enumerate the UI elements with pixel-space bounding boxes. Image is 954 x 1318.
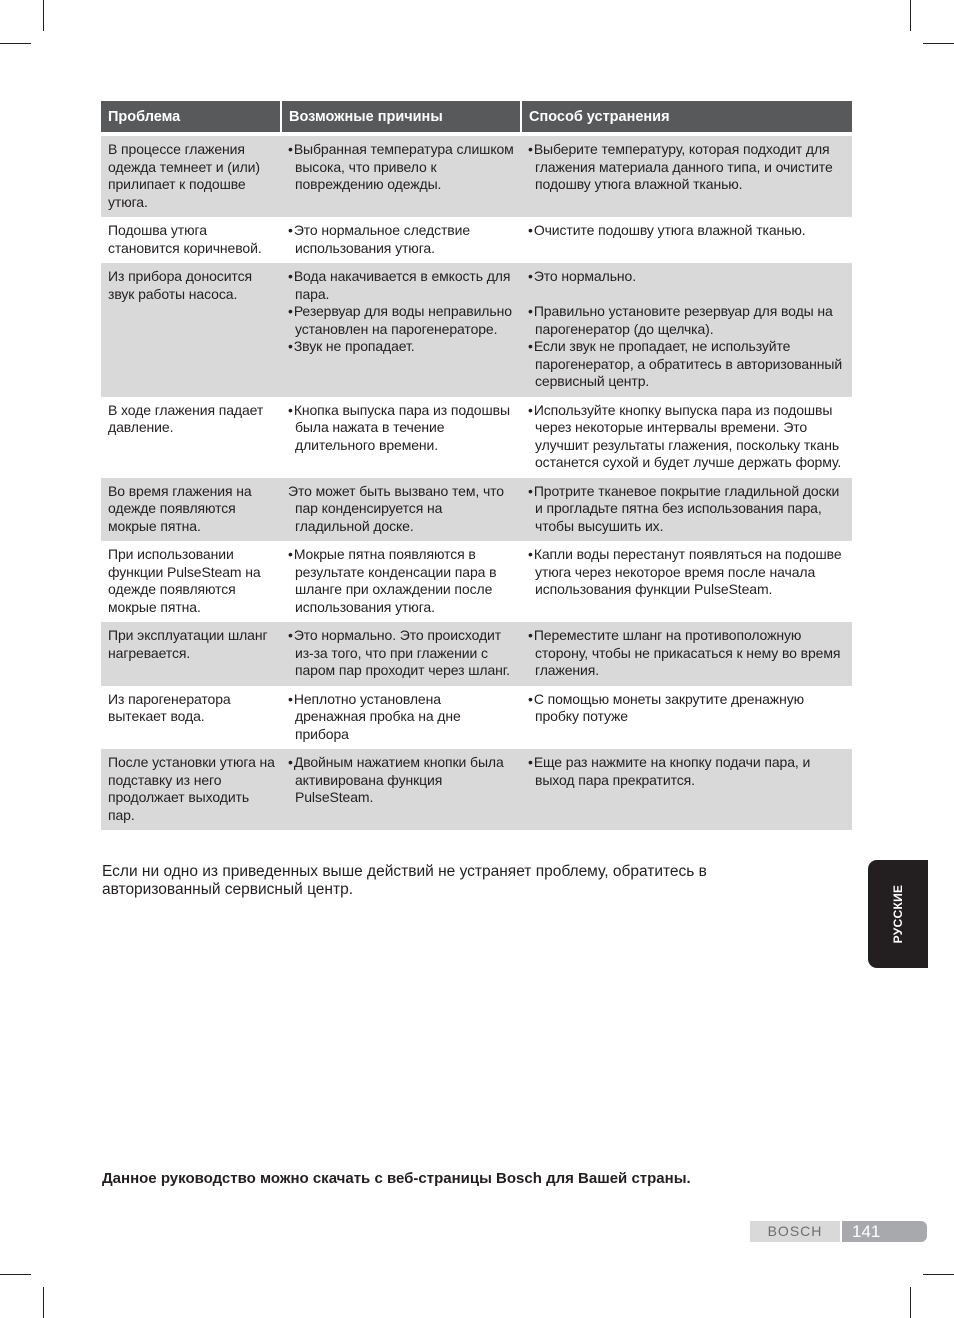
crop-mark-top-left-v	[43, 0, 44, 31]
causes-cell	[281, 217, 521, 263]
problem-cell: При использовании функции PulseSteam на одежде появляются мокрые пятна.	[108, 546, 261, 615]
crop-mark-top-right-h	[923, 43, 954, 44]
problem-cell: Из прибора доносится звук работы насоса.	[101, 263, 281, 397]
cause-item: • Мокрые пятна появляются в результате конденсации пара в шланге при охлаждении после использования утюга.	[288, 546, 515, 616]
problem-cell: Подошва утюга становится коричневой.	[108, 222, 262, 256]
solutions-cell	[521, 136, 852, 217]
cause-item: • Выбранная температура слишком высока, что привело к повреждению одежды.	[288, 141, 515, 194]
header-causes: Возможные причины	[281, 101, 521, 132]
causes-cell	[281, 622, 521, 686]
table-row	[101, 686, 852, 750]
solutions-cell	[521, 478, 852, 542]
download-note: Данное руководство можно скачать с веб-страницы Bosch для Вашей страны.	[102, 1170, 691, 1187]
solutions-cell	[521, 541, 852, 622]
solutions-cell	[521, 622, 852, 686]
cause-item: • Это нормальное следствие использования утюга.	[288, 222, 515, 257]
header-solutions: Способ устранения	[521, 101, 852, 132]
cause-item: • Кнопка выпуска пара из подошвы была нажата в течение длительного времени.	[288, 402, 515, 455]
problem-cell: При эксплуатации шланг нагревается.	[101, 622, 281, 686]
table-row	[101, 749, 852, 830]
cause-item: • Резервуар для воды неправильно установлен на парогенераторе.	[288, 303, 515, 338]
cause-item: • Звук не пропадает.	[288, 338, 515, 356]
solutions-cell	[521, 217, 852, 263]
solution-item: • С помощью монеты закрутите дренажную пробку потуже	[528, 691, 846, 726]
cause-item: • Это нормально. Это происходит из-за того, что при глажении с паром пар проходит через шланг.	[288, 627, 515, 680]
cause-item: • Неплотно установлена дренажная пробка на дне прибора	[288, 691, 515, 744]
language-tab-label: РУССКИЕ	[891, 884, 905, 944]
crop-mark-bottom-right-v	[910, 1287, 911, 1318]
troubleshooting-table	[101, 101, 852, 830]
problem-cell: После установки утюга на подставку из него продолжает выходить пар.	[101, 749, 281, 830]
table-row	[101, 397, 852, 478]
solution-item: • Правильно установите резервуар для воды на парогенератор (до щелчка).	[528, 303, 846, 338]
brand-label: BOSCH	[750, 1221, 840, 1242]
table-row	[101, 622, 852, 686]
crop-mark-bottom-left-h	[0, 1274, 31, 1275]
problem-cell: В процессе глажения одежда темнеет и (или) прилипает к подошве утюга.	[101, 136, 281, 217]
solution-item: • Выберите температуру, которая подходит для глажения материала данного типа, и очистите подошву утюга влажной тканью.	[528, 141, 846, 194]
solution-item: • Капли воды перестанут появляться на подошве утюга через некоторое время после начала использования функции PulseSteam.	[528, 546, 846, 599]
causes-cell	[281, 136, 521, 217]
problem-cell: Из парогенератора вытекает вода.	[108, 690, 231, 724]
solution-item: • Еще раз нажмите на кнопку подачи пара, и выход пара прекратится.	[528, 754, 846, 789]
cause-item: • Двойным нажатием кнопки была активирована функция PulseSteam.	[288, 754, 515, 807]
solution-item: • Это нормально.	[528, 268, 846, 286]
solution-item: • Переместите шланг на противоположную сторону, чтобы не прикасаться к нему во время глажения.	[528, 627, 846, 680]
solutions-cell	[521, 263, 852, 397]
solution-item: • Очистите подошву утюга влажной тканью.	[528, 222, 846, 240]
solutions-cell	[521, 686, 852, 750]
table-row	[101, 263, 852, 397]
page-number: 141	[842, 1221, 927, 1242]
table-row	[101, 136, 852, 217]
language-tab	[868, 860, 928, 968]
causes-cell	[281, 478, 521, 542]
solution-item: • Используйте кнопку выпуска пара из подошвы через некоторые интервалы времени. Это улучшит результаты глажения, поскольку ткань останется сухой и будет лучше держать форму.	[528, 402, 846, 472]
problem-cell: Во время глажения на одежде появляются мокрые пятна.	[101, 478, 281, 542]
table-row	[101, 541, 852, 622]
cause-item: • Вода накачивается в емкость для пара.	[288, 268, 515, 303]
crop-mark-top-right-v	[910, 0, 911, 31]
problem-cell: В ходе глажения падает давление.	[108, 401, 264, 435]
causes-cell	[281, 749, 521, 830]
crop-mark-bottom-left-v	[43, 1287, 44, 1318]
solutions-cell	[521, 397, 852, 478]
causes-cell	[281, 397, 521, 478]
service-center-note: Если ни одно из приведенных выше действий не устраняет проблему, обратитесь в авторизованный сервисный центр.	[102, 863, 707, 898]
causes-cell	[281, 263, 521, 397]
crop-mark-bottom-right-h	[923, 1274, 954, 1275]
causes-cell	[281, 541, 521, 622]
solution-item: • Протрите тканевое покрытие гладильной доски и прогладьте пятна без использования пара, чтобы высушить их.	[528, 483, 846, 536]
table-row	[101, 478, 852, 542]
table-row	[101, 217, 852, 263]
header-problem: Проблема	[101, 101, 281, 132]
solution-item: • Если звук не пропадает, не используйте парогенератор, а обратитесь в авторизованный сервисный центр.	[528, 338, 846, 391]
solutions-cell	[521, 749, 852, 830]
cause-text: Это может быть вызвано тем, что пар конденсируется на гладильной доске.	[288, 482, 504, 534]
table-header-row	[101, 101, 852, 132]
causes-cell	[281, 686, 521, 750]
crop-mark-top-left-h	[0, 43, 31, 44]
